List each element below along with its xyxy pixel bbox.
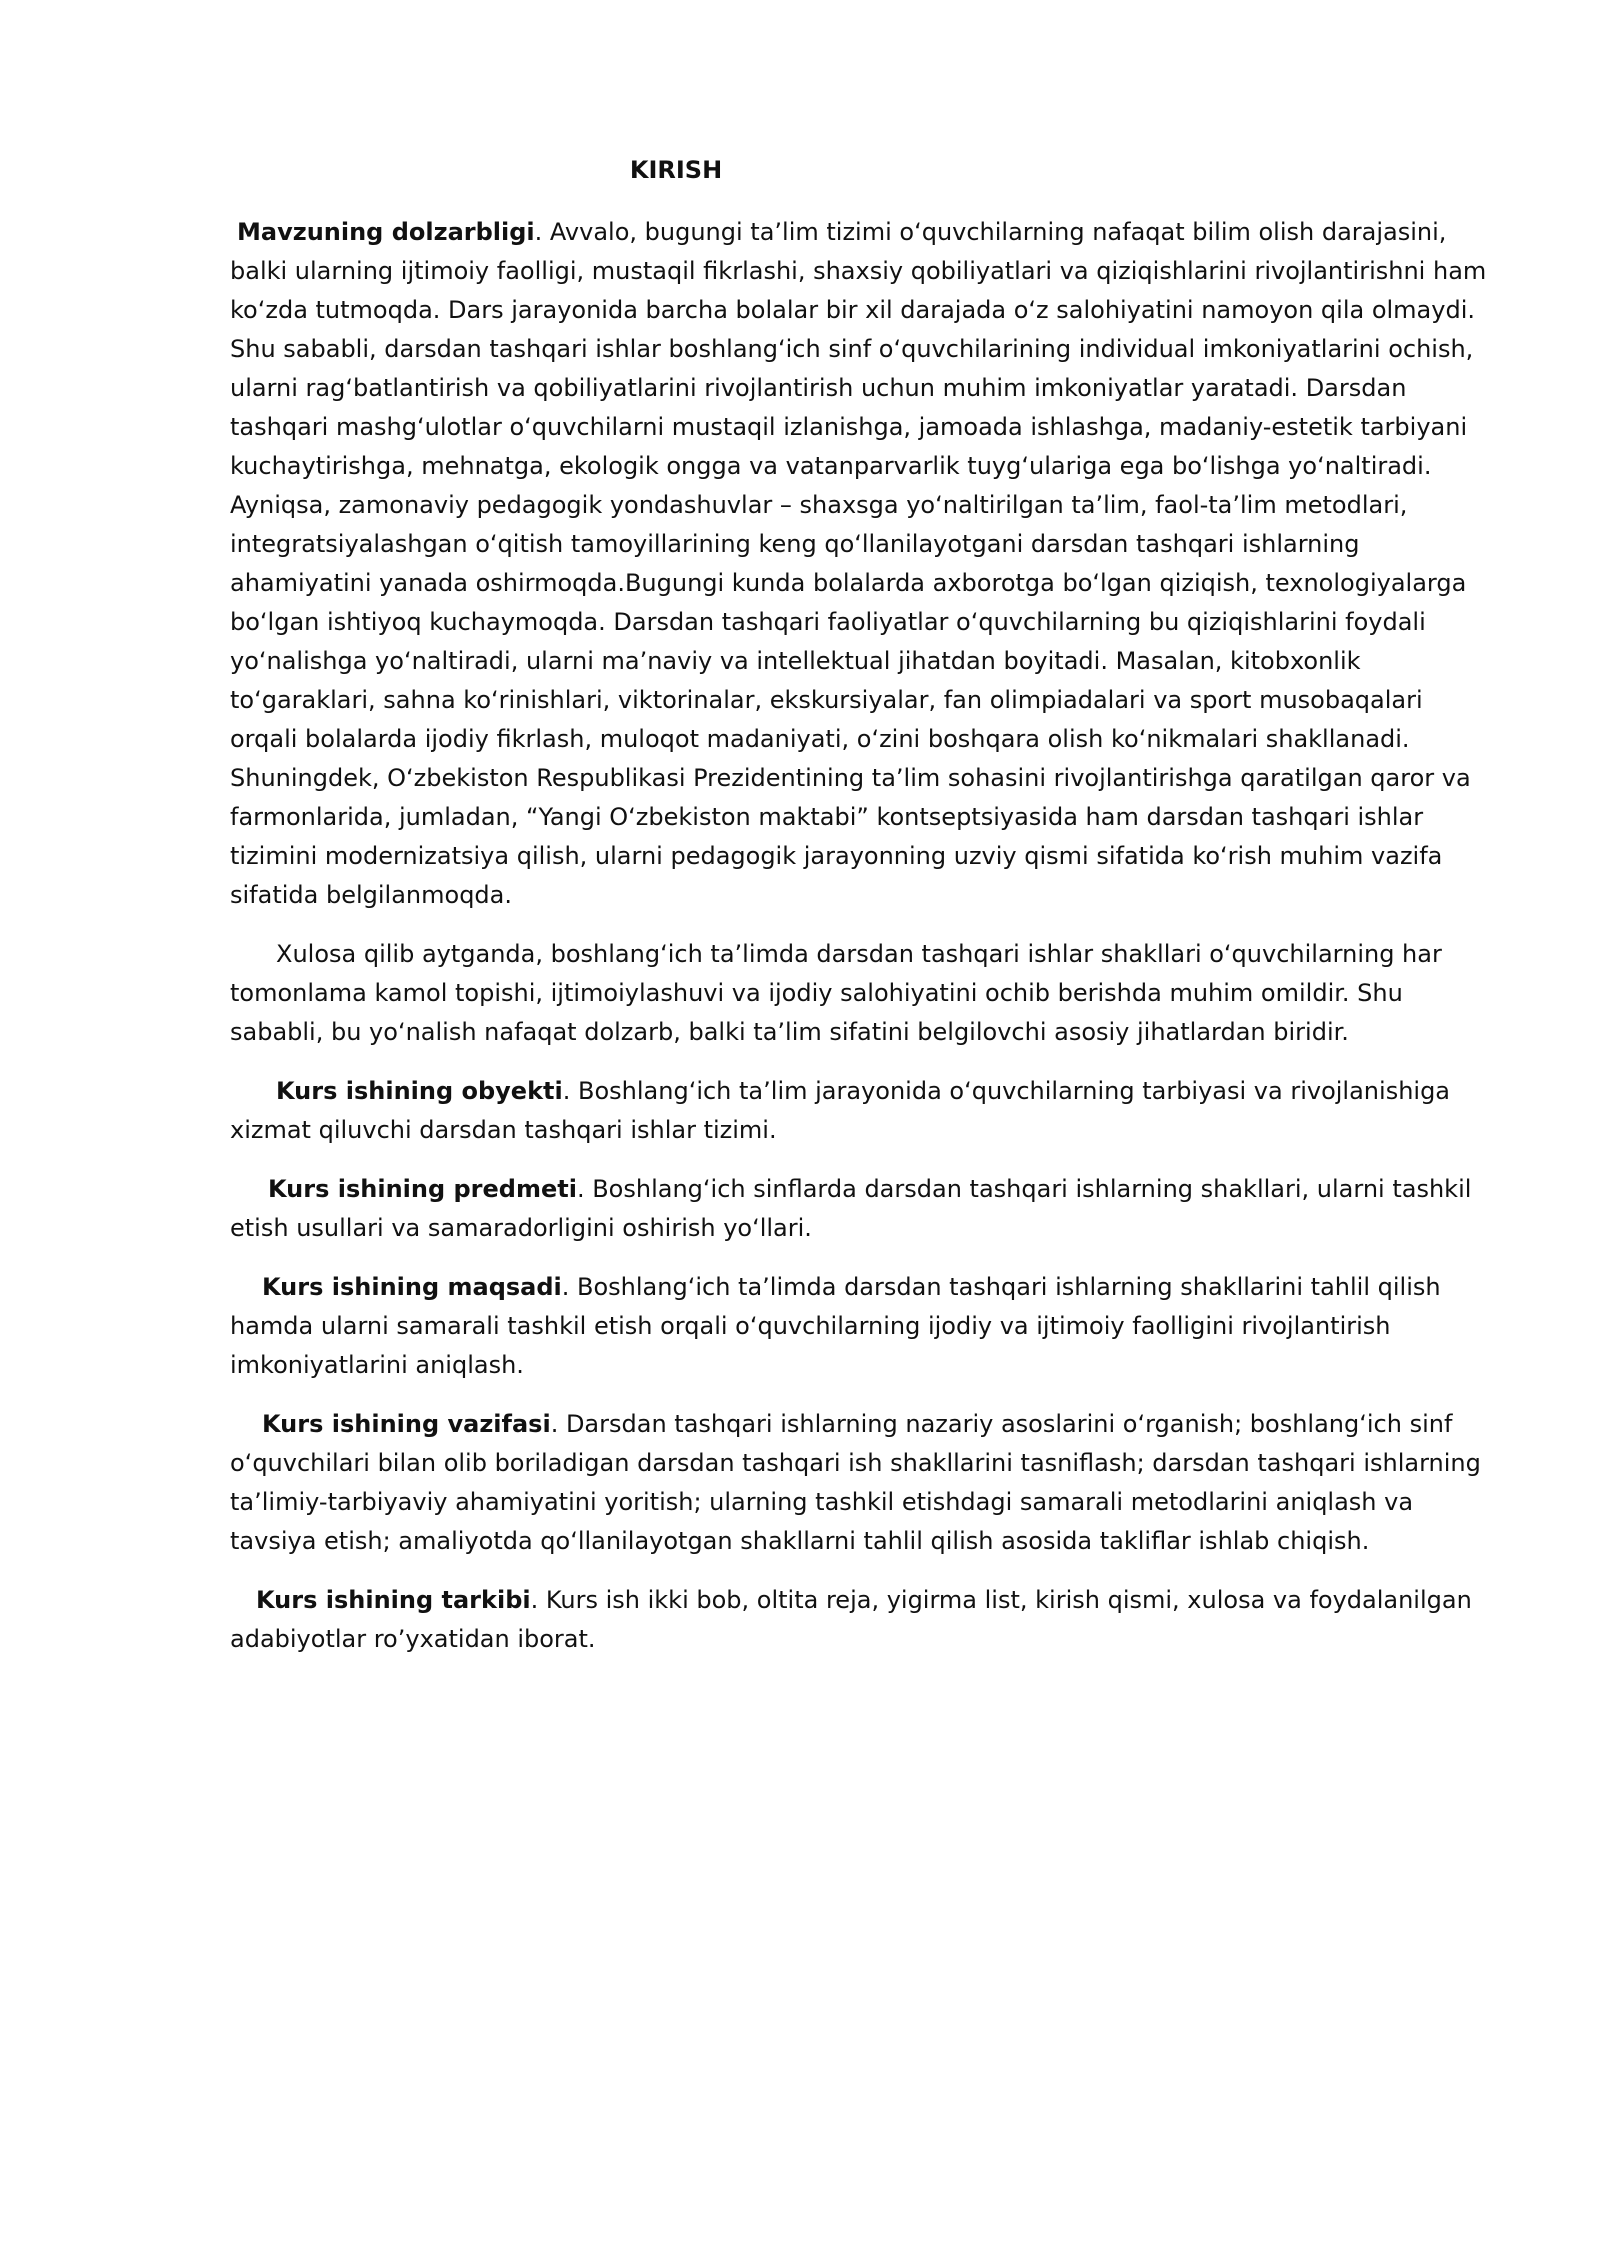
paragraph-text: . Avvalo, bugungi ta’lim tizimi o‘quvchilarning nafaqat bilim olish darajasini, balki ularning ijtimoiy faolligi, mustaqil fikrlashi, shaxsiy qobiliyatlari va qiziqishlarini rivojlantirishni ham ko‘zda tutmoqda. Dars jarayonida barcha bolalar bir xil darajada o‘z salohiyatini namoyon qila olmaydi. Shu sababli, darsdan tashqari ishlar boshlang‘ich sinf o‘quvchilarining individual imkoniyatlarini ochish, ularni rag‘batlantirish va qobiliyatlarini rivojlantirish uchun muhim imkoniyatlar yaratadi. Darsdan tashqari mashg‘ulotlar o‘quvchilarni mustaqil izlanishga, jamoada ishlashga, madaniy-estetik tarbiyani kuchaytirishga, mehnatga, ekologik ongga va vatanparvarlik tuyg‘ulariga ega bo‘lishga yo‘naltiradi. Ayniqsa, zamonaviy pedagogik yondashuvlar – shaxsga yo‘naltirilgan ta’lim, faol-ta’lim metodlari, integratsiyalashgan o‘qitish tamoyillarining keng qo‘llanilayotgani darsdan tashqari ishlarning ahamiyatini yanada oshirmoqda.Bugungi kunda bolalarda axborotga bo‘lgan qiziqish, texnologiyalarga bo‘lgan ishtiyoq kuchaymoqda. Darsdan tashqari faoliyatlar o‘quvchilarning bu qiziqishlarini foydali yo‘nalishga yo‘naltiradi, ularni ma’naviy va intellektual jihatdan boyitadi. Masalan, kitobxonlik to‘garaklari, sahna ko‘rinishlari, viktorinalar, ekskursiyalar, fan olimpiadalari va sport musobaqalari orqali bolalarda ijodiy fikrlash, muloqot madaniyati, o‘zini boshqara olish ko‘nikmalari shakllanadi. Shuningdek, O‘zbekiston Respublikasi Prezidentining ta’lim sohasini rivojlantirishga qaratilgan qaror va farmonlarida, jumladan, “Yangi O‘zbekiston maktabi” kontseptsiyasida ham darsdan tashqari ishlar tizimini modernizatsiya qilish, ularni pedagogik jarayonning uzviy qismi sifatida ko‘rish muhim vazifa sifatida belgilanmoqda. (230, 218, 1487, 909)
paragraph-obyekti (230, 1072, 1490, 1150)
paragraph-tarkibi (230, 1581, 1490, 1659)
paragraph-lead: Kurs ishining vazifasi (262, 1410, 551, 1438)
paragraph-text: . Darsdan tashqari ishlarning nazariy asoslarini o‘rganish; boshlang‘ich sinf o‘quvchilari bilan olib boriladigan darsdan tashqari ish shakllarini tasniflash; darsdan tashqari ishlarning ta’limiy-tarbiyaviy ahamiyatini yoritish; ularning tashkil etishdagi samarali metodlarini aniqlash va tavsiya etish; amaliyotda qo‘llanilayotgan shakllarni tahlil qilish asosida takliflar ishlab chiqish. (230, 1410, 1481, 1555)
paragraph-text: . Boshlang‘ich ta’lim jarayonida o‘quvchilarning tarbiyasi va rivojlanishiga xizmat qiluvchi darsdan tashqari ishlar tizimi. (230, 1077, 1451, 1144)
paragraph-xulosa (230, 935, 1490, 1052)
paragraph-lead: Kurs ishining maqsadi (262, 1273, 562, 1301)
paragraph-dolzarbligi (230, 213, 1490, 915)
paragraph-lead: Mavzuning dolzarbligi (237, 218, 535, 246)
paragraph-lead: Kurs ishining tarkibi (256, 1586, 531, 1614)
document-body (230, 213, 1490, 1659)
paragraph-lead: Kurs ishining obyekti (276, 1077, 563, 1105)
paragraph-lead: Kurs ishining predmeti (268, 1175, 577, 1203)
paragraph-text: . Boshlang‘ich ta’limda darsdan tashqari ishlarning shakllarini tahlil qilish hamda ularni samarali tashkil etish orqali o‘quvchilarning ijodiy va ijtimoiy faolligini rivojlantirish imkoniyatlarini aniqlash. (230, 1273, 1441, 1379)
paragraph-text: Xulosa qilib aytganda, boshlang‘ich ta’limda darsdan tashqari ishlar shakllari o‘quvchilarning har tomonlama kamol topishi, ijtimoiylashuvi va ijodiy salohiyatini ochib berishda muhim omildir. Shu sababli, bu yo‘nalish nafaqat dolzarb, balki ta’lim sifatini belgilovchi asosiy jihatlardan biridir. (230, 940, 1442, 1046)
paragraph-text: . Boshlang‘ich sinflarda darsdan tashqari ishlarning shakllari, ularni tashkil etish usullari va samaradorligini oshirish yo‘llari. (230, 1175, 1472, 1242)
paragraph-text: . Kurs ish ikki bob, oltita reja, yigirma list, kirish qismi, xulosa va foydalanilgan adabiyotlar ro’yxatidan iborat. (230, 1586, 1472, 1653)
paragraph-maqsadi (230, 1268, 1490, 1385)
paragraph-vazifasi (230, 1405, 1490, 1561)
paragraph-predmeti (230, 1170, 1490, 1248)
page-title: KIRISH (629, 156, 723, 184)
